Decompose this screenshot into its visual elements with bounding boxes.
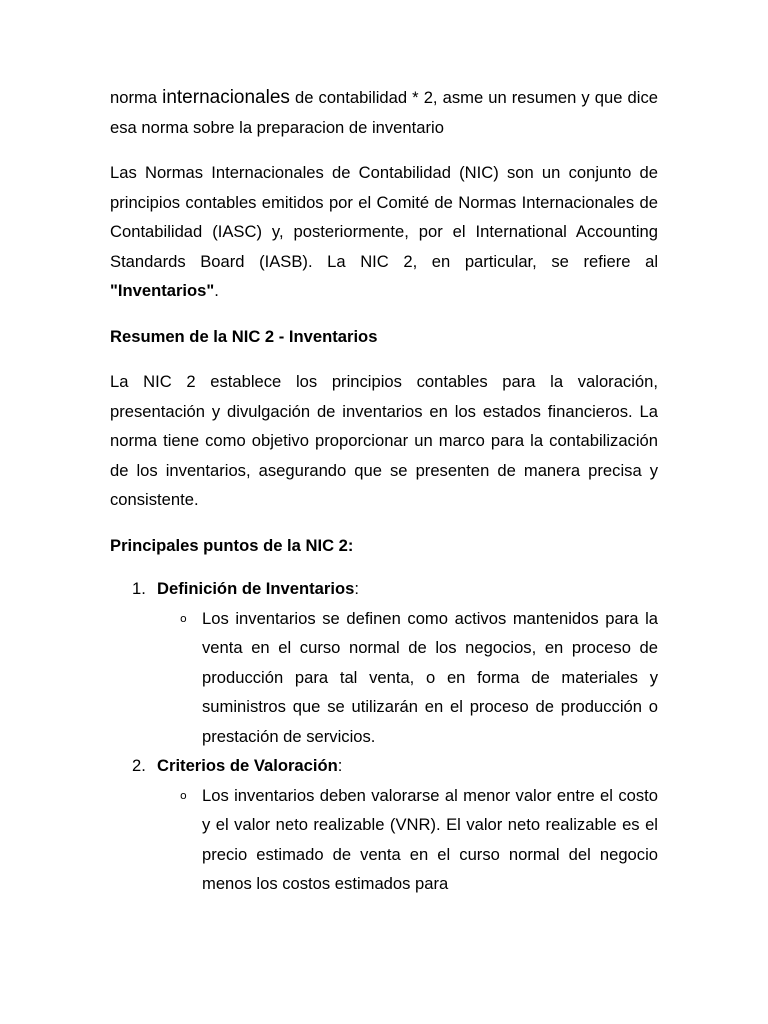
list-item — [110, 574, 658, 751]
sub-list-item — [157, 604, 658, 752]
sub-list-item-text: Los inventarios deben valorarse al menor valor entre el costo y el valor neto realizable (VNR). El valor neto realizable es el precio estimado de venta en el curso normal del negocio menos los costos estimados para — [202, 785, 658, 893]
question-rest: de contabilidad * 2, asme un resumen y que dice esa norma sobre la preparacion de inventario — [110, 88, 658, 137]
list-item-colon: : — [337, 756, 343, 775]
summary-heading: Resumen de la NIC 2 - Inventarios — [110, 326, 378, 346]
list-item-number: 2. — [132, 756, 146, 775]
sub-list-item — [157, 781, 658, 899]
sub-list-item-text: Los inventarios se definen como activos mantenidos para la venta en el curso normal de los negocios, en proceso de producción para tal venta, o en forma de materiales y suministros que se utilizarán en el proceso de producción o prestación de servicios. — [202, 608, 658, 746]
list-item-title: Definición de Inventarios — [157, 579, 355, 598]
list-item-colon: : — [354, 579, 359, 598]
intro-paragraph — [110, 158, 658, 306]
points-list — [110, 574, 658, 899]
circle-bullet-icon: o — [180, 611, 187, 625]
question-emphasis-word: internacionales — [162, 87, 290, 108]
list-item — [110, 751, 658, 899]
summary-paragraph: La NIC 2 establece los principios contables para la valoración, presentación y divulgación de inventarios en los estados financieros. La norma tiene como objetivo proporcionar un marco para la contabilización de los inventarios, asegurando que se presenten de manera precisa y consistente. — [110, 372, 658, 509]
list-item-number: 1. — [132, 579, 146, 598]
sub-list — [157, 781, 658, 899]
sub-list — [157, 604, 658, 752]
document-page — [110, 83, 658, 899]
question-text — [110, 83, 658, 142]
question-word: norma — [110, 88, 163, 107]
circle-bullet-icon: o — [180, 788, 187, 802]
intro-paragraph-end: . — [214, 281, 219, 300]
intro-paragraph-text: Las Normas Internacionales de Contabilidad (NIC) son un conjunto de principios contables emitidos por el Comité de Normas Internacionales de Contabilidad (IASC) y, posteriormente, por el International Accounting Standards Board (IASB). La NIC 2, en particular, se refiere al — [110, 163, 658, 271]
intro-paragraph-bold: "Inventarios" — [110, 281, 215, 300]
list-item-title: Criterios de Valoración — [157, 756, 338, 775]
points-heading: Principales puntos de la NIC 2: — [110, 535, 354, 555]
